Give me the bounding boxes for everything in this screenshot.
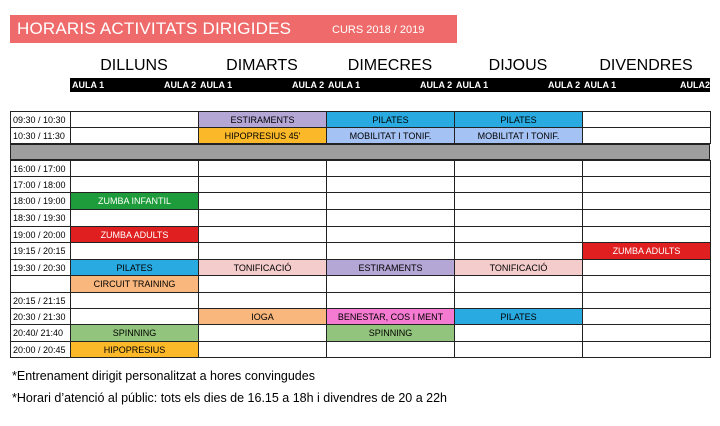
time-slot: 20:30 / 21:30 [10, 308, 71, 325]
schedule-cell [326, 176, 455, 193]
time-slot: 09:30 / 10:30 [10, 111, 71, 128]
schedule-cell [326, 226, 455, 243]
activity-block: SPINNING [70, 324, 199, 342]
time-slot: 19:30 / 20:30 [10, 259, 71, 276]
schedule-cell [198, 209, 327, 227]
page-title: HORARIS ACTIVITATS DIRIGIDES [17, 19, 292, 38]
schedule-cell [582, 127, 711, 144]
day-header-dijous: DIJOUS [488, 57, 548, 74]
schedule-cell [582, 292, 711, 309]
aula-label: AULA 2 [164, 80, 197, 90]
aula-label: AULA 2 [292, 80, 325, 90]
activity-block: PILATES [454, 111, 583, 128]
time-slot: 19:00 / 20:00 [10, 226, 71, 243]
time-slot: 17:00 / 18:00 [10, 176, 71, 193]
schedule-cell [198, 176, 327, 193]
schedule-cell [198, 160, 327, 177]
activity-block: TONIFICACIÓ [454, 259, 583, 276]
schedule-cell [198, 292, 327, 309]
schedule-cell [326, 209, 455, 227]
schedule-cell [198, 242, 327, 260]
activity-block: MOBILITAT I TONIF. [454, 127, 583, 144]
aula-label: AULA 1 [456, 80, 489, 90]
schedule-cell [454, 242, 583, 260]
schedule-cell [582, 324, 711, 342]
activity-block: MOBILITAT I TONIF. [326, 127, 455, 144]
activity-block: ESTIRAMENTS [198, 111, 327, 128]
schedule-cell [454, 341, 583, 358]
schedule-cell [582, 259, 711, 276]
time-slot: 20:40/ 21:40 [10, 324, 71, 342]
time-slot: 19:15 / 20:15 [10, 242, 71, 260]
aula-label: AULA 1 [584, 80, 617, 90]
footnote-personal-training: *Entrenament dirigit personalitzat a hores convingudes [12, 369, 315, 383]
schedule-cell [454, 176, 583, 193]
aula-label: AULA 1 [328, 80, 361, 90]
schedule-cell [70, 176, 199, 193]
schedule-cell [198, 192, 327, 210]
activity-block: PILATES [454, 308, 583, 325]
activity-block: ZUMBA ADULTS [70, 226, 199, 243]
schedule-cell [70, 127, 199, 144]
activity-block: ZUMBA ADULTS [582, 242, 711, 260]
activity-block: HIPOPRESIUS [70, 341, 199, 358]
schedule-cell [326, 242, 455, 260]
time-slot: 18:30 / 19:30 [10, 209, 71, 227]
day-header-dimarts: DIMARTS [226, 57, 298, 74]
schedule-cell [70, 308, 199, 325]
schedule-cell [326, 341, 455, 358]
title-banner [10, 15, 457, 43]
footnote-opening-hours: *Horari d’atenció al públic: tots els dies de 16.15 a 18h i divendres de 20 a 22h [12, 391, 448, 405]
schedule-cell [70, 160, 199, 177]
schedule-cell [454, 226, 583, 243]
time-slot: 20:00 / 20:45 [10, 341, 71, 358]
time-slot: 20:15 / 21:15 [10, 292, 71, 309]
schedule-cell [454, 209, 583, 227]
activity-block: BENESTAR, COS I MENT [326, 308, 455, 325]
activity-block: ESTIRAMENTS [326, 259, 455, 276]
activity-block: PILATES [326, 111, 455, 128]
time-slot: 16:00 / 17:00 [10, 160, 71, 177]
schedule-cell [582, 308, 711, 325]
schedule-cell [582, 192, 711, 210]
aula-label: AULA 1 [72, 80, 105, 90]
schedule-cell [326, 292, 455, 309]
activity-block: SPINNING [326, 324, 455, 342]
activity-block: TONIFICACIÓ [198, 259, 327, 276]
schedule-cell [582, 111, 711, 128]
aula-label: AULA 2 [548, 80, 581, 90]
schedule-cell [198, 341, 327, 358]
schedule-cell [70, 209, 199, 227]
schedule-cell [582, 176, 711, 193]
schedule-cell [198, 275, 327, 293]
schedule-cell [454, 160, 583, 177]
schedule-cell [582, 275, 711, 293]
midday-gap-band [10, 144, 710, 160]
schedule-cell [582, 209, 711, 227]
time-slot: 10:30 / 11:30 [10, 127, 71, 144]
activity-block: CIRCUIT TRAINING [70, 275, 199, 293]
schedule-cell [582, 341, 711, 358]
day-header-divendres: DIVENDRES [599, 57, 693, 74]
aula-label: AULA 1 [200, 80, 233, 90]
activity-block: HIPOPRESIUS 45' [198, 127, 327, 144]
schedule-cell [454, 192, 583, 210]
school-year: CURS 2018 / 2019 [332, 24, 425, 36]
aula-label: AULA2 [680, 80, 711, 90]
schedule-cell [326, 192, 455, 210]
activity-block: IOGA [198, 308, 327, 325]
time-slot [10, 275, 71, 293]
schedule-cell [582, 226, 711, 243]
schedule-cell [70, 292, 199, 309]
schedule-cell [198, 226, 327, 243]
schedule-cell [582, 160, 711, 177]
activity-block: PILATES [70, 259, 199, 276]
day-header-dilluns: DILLUNS [100, 57, 168, 74]
aula-label: AULA 2 [420, 80, 453, 90]
schedule-cell [454, 324, 583, 342]
schedule-cell [326, 160, 455, 177]
schedule-cell [326, 275, 455, 293]
activity-block: ZUMBA INFANTIL [70, 192, 199, 210]
schedule-cell [198, 324, 327, 342]
schedule-cell [70, 111, 199, 128]
schedule-cell [454, 292, 583, 309]
schedule-cell [454, 275, 583, 293]
time-slot: 18:00 / 19:00 [10, 192, 71, 210]
schedule-cell [70, 242, 199, 260]
day-header-dimecres: DIMECRES [347, 57, 433, 74]
